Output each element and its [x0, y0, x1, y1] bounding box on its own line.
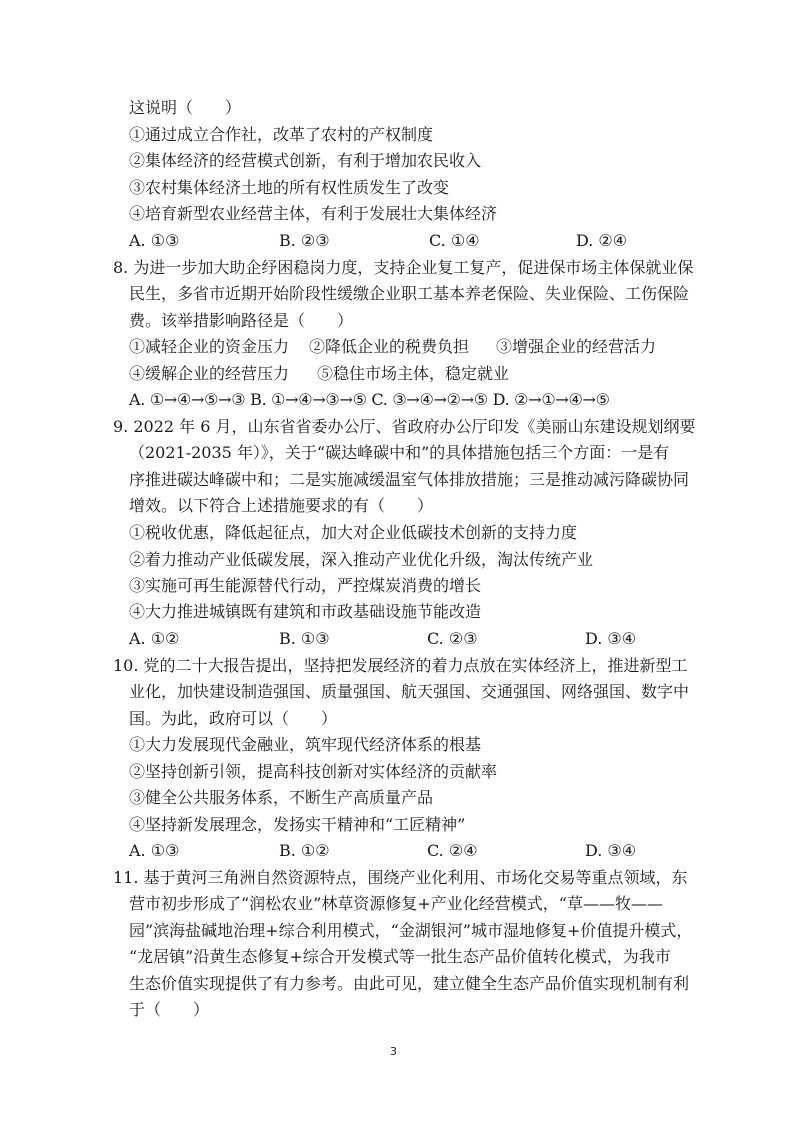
q9-choice-d: D. ③④: [585, 629, 637, 648]
q7-choice-b: B. ②③: [279, 231, 330, 250]
q9-stem-line-4: 增效。以下符合上述措施要求的有（ ）: [129, 496, 434, 515]
q10-choice-c: C. ②④: [427, 841, 478, 860]
q8-stem-line-1: 8. 为进一步加大助企纾困稳岗力度，支持企业复工复产，促进保市场主体保就业保: [113, 258, 694, 277]
q11-stem-line-6: 于（ ）: [129, 1000, 210, 1019]
q10-choice-a: A. ①③: [129, 841, 180, 860]
q10-stem-line-3: 国。为此，政府可以（ ）: [129, 709, 338, 728]
q8-option-4: ④缓解企业的经营压力: [129, 364, 290, 383]
q9-option-4: ④大力推进城镇既有建筑和市政基础设施节能改造: [129, 602, 482, 621]
q8-stem-line-2: 民生，多省市近期开始阶段性缓缴企业职工基本养老保险、失业保险、工伤保险: [129, 284, 690, 303]
q10-option-2: ②坚持创新引领，提高科技创新对实体经济的贡献率: [129, 762, 498, 781]
q10-stem-line-1: 10. 党的二十大报告提出，坚持把发展经济的着力点放在实体经济上，推进新型工: [113, 656, 688, 675]
q8-stem-line-3: 费。该举措影响路径是（ ）: [129, 311, 354, 330]
q9-stem-line-3: 序推进碳达峰碳中和；二是实施减缓温室气体排放措施；三是推动减污降碳协同: [129, 470, 690, 489]
q9-stem-line-2: （2021-2035 年）》，关于“碳达峰碳中和”的具体措施包括三个方面：一是有: [129, 443, 670, 462]
q11-stem-line-3: 园”滨海盐碱地治理+综合利用模式，“金湖银河”城市湿地修复+价值提升模式，: [129, 921, 693, 940]
q7-stem-end: 这说明（ ）: [129, 98, 242, 117]
q7-choice-a: A. ①③: [129, 231, 180, 250]
q11-stem-line-4: “龙居镇”沿黄生态修复+综合开发模式等一批生态产品价值转化模式，为我市: [129, 947, 671, 966]
q10-stem-line-2: 业化，加快建设制造强国、质量强国、航天强国、交通强国、网络强国、数字中: [129, 682, 690, 701]
q9-choice-c: C. ②③: [427, 629, 478, 648]
q7-option-4: ④培育新型农业经营主体，有利于发展壮大集体经济: [129, 204, 498, 223]
q11-stem-line-1: 11. 基于黄河三角洲自然资源特点，围绕产业化利用、市场化交易等重点领域，东: [113, 868, 688, 887]
q8-choices: A. ①→④→⑤→③ B. ①→④→③→⑤ C. ③→④→②→⑤ D. ②→①→④→⑤: [129, 390, 610, 409]
q11-stem-line-2: 营市初步形成了“润松农业”林草资源修复+产业化经营模式，“草——牧——: [129, 894, 663, 913]
q8-option-3: ③增强企业的经营活力: [496, 337, 657, 356]
q9-option-2: ②着力推动产业低碳发展，深入推动产业优化升级，淘汰传统产业: [129, 550, 594, 569]
q10-option-1: ①大力发展现代金融业，筑牢现代经济体系的根基: [129, 735, 482, 754]
q7-option-2: ②集体经济的经营模式创新，有利于增加农民收入: [129, 151, 482, 170]
q7-option-3: ③农村集体经济土地的所有权性质发生了改变: [129, 178, 450, 197]
q10-option-3: ③健全公共服务体系，不断生产高质量产品: [129, 788, 434, 807]
q9-option-3: ③实施可再生能源替代行动，严控煤炭消费的增长: [129, 576, 482, 595]
q9-choice-b: B. ①③: [279, 629, 330, 648]
q10-choice-b: B. ①②: [279, 841, 330, 860]
q8-option-2: ②降低企业的税费负担: [309, 337, 470, 356]
q7-option-1: ①通过成立合作社，改革了农村的产权制度: [129, 125, 434, 144]
q9-option-1: ①税收优惠，降低起征点，加大对企业低碳技术创新的支持力度: [129, 523, 578, 542]
q8-option-1: ①减轻企业的资金压力: [129, 337, 290, 356]
q10-option-4: ④坚持新发展理念，发扬实干精神和“工匠精神”: [129, 815, 466, 834]
q8-option-5: ⑤稳住市场主体，稳定就业: [317, 364, 510, 383]
q10-choice-d: D. ③④: [585, 841, 637, 860]
q11-stem-line-5: 生态价值实现提供了有力参考。由此可见，建立健全生态产品价值实现机制有利: [129, 974, 690, 993]
page-number: 3: [390, 1045, 397, 1058]
q9-stem-line-1: 9. 2022 年 6 月，山东省省委办公厅、省政府办公厅印发《美丽山东建设规划纲要: [113, 417, 696, 436]
q7-choice-d: D. ②④: [576, 231, 628, 250]
q7-choice-c: C. ①④: [429, 231, 480, 250]
q9-choice-a: A. ①②: [129, 629, 180, 648]
